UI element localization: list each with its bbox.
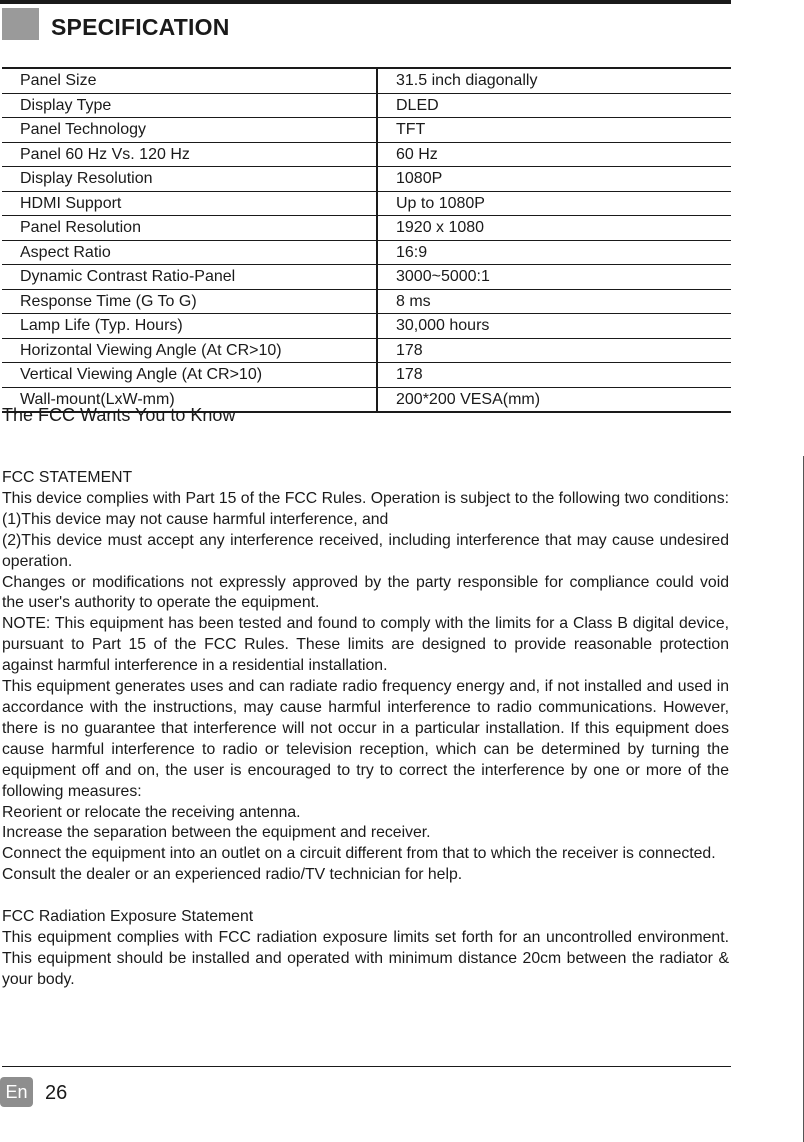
spec-label: Display Resolution <box>2 167 378 191</box>
fcc-paragraph: This device complies with Part 15 of the FCC Rules. Operation is subject to the following two conditions: <box>2 489 729 507</box>
spec-value: Up to 1080P <box>396 194 485 212</box>
spec-value: 16:9 <box>396 243 428 261</box>
page-number: 26 <box>45 1082 68 1104</box>
spec-row <box>2 290 731 315</box>
spec-label: HDMI Support <box>2 192 378 216</box>
spec-label: Panel Technology <box>2 118 378 142</box>
title-marker-block <box>2 8 39 40</box>
spec-row <box>2 241 731 266</box>
fcc-paragraph: (2)This device must accept any interference received, including interference that may cause undesired operation. <box>2 531 729 570</box>
top-rule <box>0 0 731 4</box>
radiation-paragraph: This equipment complies with FCC radiation exposure limits set forth for an uncontrolled environment. This equipment should be installed and operated with minimum distance 20cm between the radiator & your body. <box>2 928 729 988</box>
spec-row <box>2 339 731 364</box>
fcc-measure-item: Connect the equipment into an outlet on a circuit different from that to which the receiver is connected. <box>2 845 716 863</box>
fcc-note-paragraph: NOTE: This equipment has been tested and found to comply with the limits for a Class B digital device, pursuant to Part 15 of the FCC Rules. These limits are designed to provide reasonable protection against harmful interference in a residential installation. <box>2 615 729 675</box>
fcc-measure-item: Increase the separation between the equipment and receiver. <box>2 824 431 842</box>
spec-row <box>2 216 731 241</box>
spec-value: 178 <box>396 366 423 383</box>
spec-label: Panel Resolution <box>2 216 378 240</box>
language-badge: En <box>0 1077 33 1107</box>
fcc-body <box>2 468 729 991</box>
spec-value: 30,000 hours <box>396 317 490 334</box>
fcc-measure-item: Reorient or relocate the receiving antenna. <box>2 803 301 821</box>
spec-label: Panel Size <box>2 69 378 93</box>
spec-row <box>2 94 731 119</box>
spec-label: Dynamic Contrast Ratio-Panel <box>2 265 378 289</box>
paragraph-gap <box>2 886 729 907</box>
radiation-statement-title: FCC Radiation Exposure Statement <box>2 908 254 926</box>
spec-row <box>2 69 731 94</box>
spec-row <box>2 192 731 217</box>
spec-value: 178 <box>396 341 423 359</box>
spec-label: Horizontal Viewing Angle (At CR>10) <box>2 339 378 363</box>
spec-label: Response Time (G To G) <box>2 290 378 314</box>
spec-value: TFT <box>396 121 426 138</box>
spec-value: 8 ms <box>396 292 431 310</box>
spec-label: Panel 60 Hz Vs. 120 Hz <box>2 143 378 167</box>
spec-table <box>2 67 731 413</box>
spec-value: 1920 x 1080 <box>396 219 485 236</box>
fcc-measure-item: Consult the dealer or an experienced radio/TV technician for help. <box>2 866 463 884</box>
fcc-paragraph: Changes or modifications not expressly approved by the party responsible for compliance could void the user's authority to operate the equipment. <box>2 573 729 612</box>
spec-row <box>2 118 731 143</box>
spec-label: Wall-mount(LxW-mm) <box>2 388 378 412</box>
spec-value: 200*200 VESA(mm) <box>396 390 541 408</box>
spec-label: Vertical Viewing Angle (At CR>10) <box>2 363 378 387</box>
spec-row <box>2 167 731 192</box>
spec-row <box>2 363 731 388</box>
spec-label: Display Type <box>2 94 378 118</box>
page-title: SPECIFICATION <box>51 14 230 40</box>
spec-row <box>2 143 731 168</box>
fcc-paragraph: (1)This device may not cause harmful interference, and <box>2 510 389 528</box>
spec-row <box>2 265 731 290</box>
spec-row <box>2 314 731 339</box>
spec-value: 31.5 inch diagonally <box>396 72 538 89</box>
spec-label: Aspect Ratio <box>2 241 378 265</box>
footer-rule <box>2 1066 731 1067</box>
fcc-statement-title: FCC STATEMENT <box>2 469 133 486</box>
spec-value: DLED <box>396 96 439 114</box>
fcc-heading: The FCC Wants You to Know <box>2 405 236 425</box>
spec-value: 3000~5000:1 <box>396 268 490 285</box>
spec-value: 60 Hz <box>396 145 438 163</box>
spec-value: 1080P <box>396 170 443 187</box>
spec-label: Lamp Life (Typ. Hours) <box>2 314 378 338</box>
fcc-paragraph: This equipment generates uses and can radiate radio frequency energy and, if not installed and used in accordance with the instructions, may cause harmful interference to radio communications. However, there is no guarantee that interference will not occur in a particular installation. If this equipment does cause harmful interference to radio or television reception, which can be determined by turning the equipment off and on, the user is encouraged to try to correct the interference by one or more of the following measures: <box>2 678 729 800</box>
